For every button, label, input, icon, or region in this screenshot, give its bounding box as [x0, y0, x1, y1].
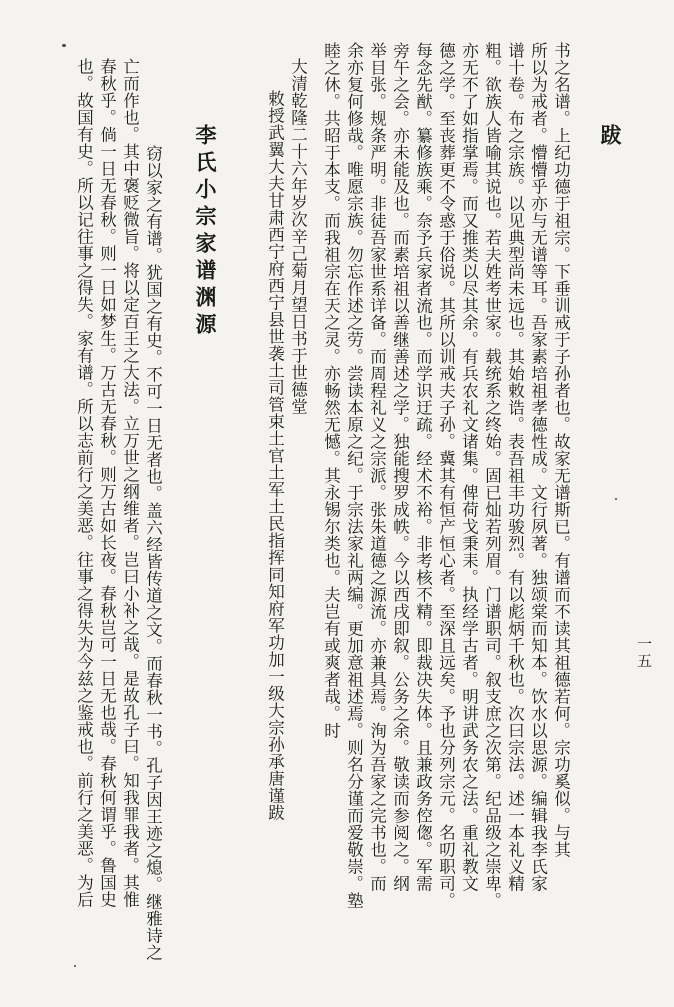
page-number: 一五 [635, 636, 653, 670]
text-column: 谱十卷。布之宗族。以见典型尚未远也。其始敕诰。表吾祖丰功骏烈。有以彪炳千秋也。次曰宗法。述一本礼义精 [505, 42, 525, 892]
text-column: 也。故国有史。所以记往事之得失。家有谱。所以志前行之美恶。往事之得失为今兹之鉴戒也。前行之美恶。为后 [74, 58, 94, 908]
text-column: 每念先猷。纂修族乘。奈予兵家者流也。而学识迂疏。经术不裕。非考核不精。即裁决失体。且兼政务倥偬。军需 [413, 42, 433, 892]
text-column: 举目张。规条严明。非徒吾家世系详备。而周程礼义之宗派。张朱道德之源流。亦兼具焉。洵为吾家之完书也。而 [367, 42, 387, 892]
scan-speck [615, 498, 617, 500]
text-column: 亡而作也。其中褒贬微旨。将以定百王之大法。立万世之纲维者。岂曰小补之哉。是故孔子曰。知我罪我者。其惟 [120, 58, 140, 908]
postscript-title: 跋 [598, 124, 622, 151]
text-column: 窃以家之有谱。犹国之有史。不可一日无者也。盖六经皆传道之文。而春秋一书。孔子因王迹之熄。继雅诗之 [143, 145, 163, 961]
text-column: 粗。欲族人皆喻其说也。若夫姓考世家。载统系之终始。固已灿若列眉。门谱职司。叙支庶之次第。纪品级之崇卑。 [482, 42, 502, 909]
date-line: 大清乾隆二十六年岁次辛己菊月望日书于世德堂 [288, 58, 308, 415]
scan-speck [74, 965, 76, 967]
text-column: 书之名谱。上纪功德于祖宗。下垂训戒于子孙者也。故家无谱斯已。有谱而不读其祖德若何。宗功奚似。与其 [551, 42, 571, 858]
text-column: 余亦复何修哉。唯愿宗族。勿忘作述之劳。尝读本原之纪。于宗法家礼两编。更加意祖述焉。则名分谨而爱敬崇。塾 [344, 42, 364, 909]
text-column: 亦无不了如指掌焉。而又推类以尽其余。有兵农礼文诸集。俾荷戈秉耒。执经学古者。明讲武务农之法。重礼教文 [459, 42, 479, 892]
text-column: 德之学。至丧葬更不令惑于俗说。其所以训戒夫子孙。冀其有恒产恒心者。至深且远矣。予也分列宗元。名叨职司。 [436, 42, 456, 909]
text-column: 春秋乎。倘一日无春秋。则一日如梦生。万古无春秋。则万古如长夜。春秋岂可一日无也哉。春秋何谓乎。鲁国史 [97, 58, 117, 908]
scan-speck [62, 44, 66, 47]
signature-line: 敕授武翼大夫甘肃西宁府西宁县世袭土司管束土官土军土民指挥同知府军功加一级大宗孙承唐谨跋 [265, 90, 285, 821]
section-title: 李氏小宗家谱渊源 [193, 124, 217, 340]
text-column: 睦之休。共昭于本支。而我祖宗在天之灵。亦畅然无憾。其永锡尔类也。夫岂有或爽者哉。时 [321, 42, 341, 739]
text-column: 旁午之会。亦未能及也。而素培祖以善继善述之学。独能搜罗成帙。今以西戌即叙。公务之余。敬读而参阅之。纲 [390, 42, 410, 892]
text-column: 所以为戒者。懵懵乎亦与无谱等耳。吾家素培祖孝德性成。文行夙著。独颂棠而知本。饮水以思源。编辑我李氏家 [528, 42, 548, 892]
